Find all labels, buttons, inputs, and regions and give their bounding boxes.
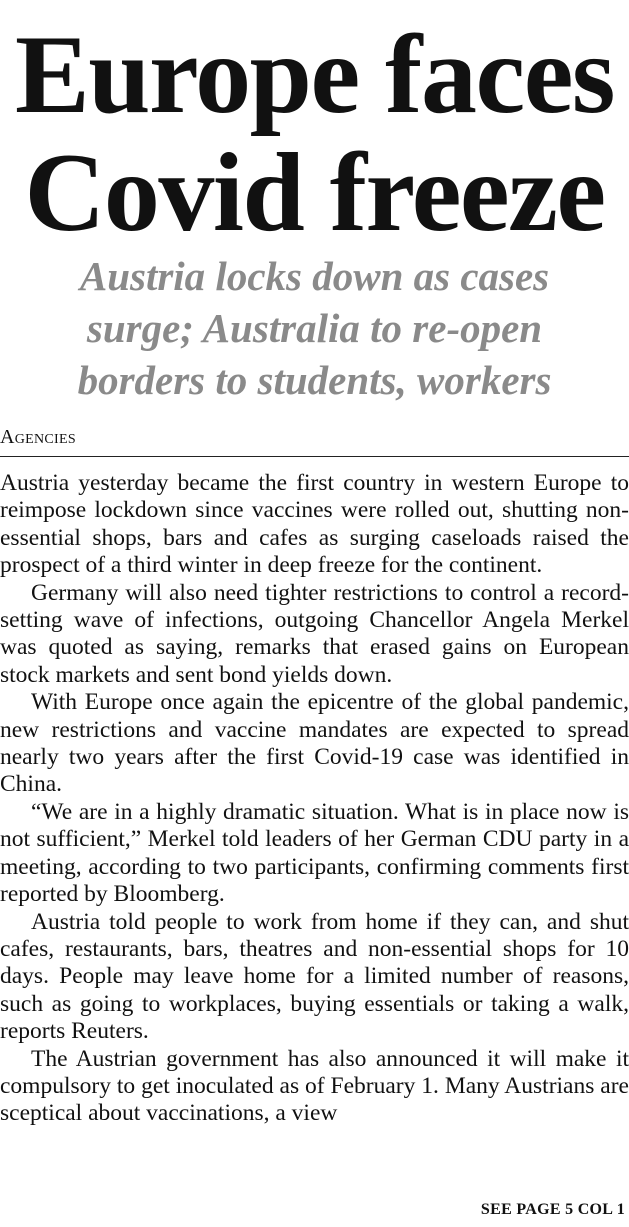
headline-block (0, 13, 629, 255)
subheadline (0, 250, 629, 406)
subheadline-line-2: surge; Australia to re-open (86, 305, 543, 351)
article-paragraph-5: Austria told people to work from home if they can, and shut cafes, restaurants, bars, theatres and non-essential shops for 10 days. People may leave home for a limited number of reasons, such as going to workplaces, buying essentials or taking a walk, reports Reuters. (0, 908, 629, 1045)
article-paragraph-2: Germany will also need tighter restrictions to control a record-setting wave of infections, outgoing Chancellor Angela Merkel was quoted as saying, remarks that erased gains on European stock markets and sent bond yields down. (0, 579, 629, 688)
subheadline-line-3: borders to students, workers (77, 357, 552, 403)
article-paragraph-1: Austria yesterday became the first country in western Europe to reimpose lockdown since vaccines were rolled out, shutting non-essential shops, bars and cafes as surging caseloads raised the prospect of a third winter in deep freeze for the continent. (0, 470, 629, 579)
byline-divider (0, 456, 629, 457)
article-paragraph-4: “We are in a highly dramatic situation. What is in place now is not sufficient,” Merkel told leaders of her German CDU party in a meeting, according to two participants, confirming comments first reported by Bloomberg. (0, 798, 629, 908)
subheadline-block (0, 250, 629, 406)
article-body (0, 470, 629, 1128)
article-paragraph-3: With Europe once again the epicentre of the global pandemic, new restrictions and vaccine mandates are expected to spread nearly two years after the first Covid-19 case was identified in China. (0, 689, 629, 798)
subheadline-line-1: Austria locks down as cases (79, 253, 550, 299)
headline-line-2: Covid freeze (24, 131, 605, 255)
article-paragraph-6: The Austrian government has also announced it will make it compulsory to get inoculated as of February 1. Many Austrians are sceptical about vaccinations, a view (0, 1045, 629, 1127)
headline-line-1: Europe faces (15, 13, 614, 137)
byline: Agencies (0, 426, 76, 448)
continuation-jump-line: SEE PAGE 5 COL 1 (480, 1201, 625, 1218)
headline (0, 13, 629, 255)
